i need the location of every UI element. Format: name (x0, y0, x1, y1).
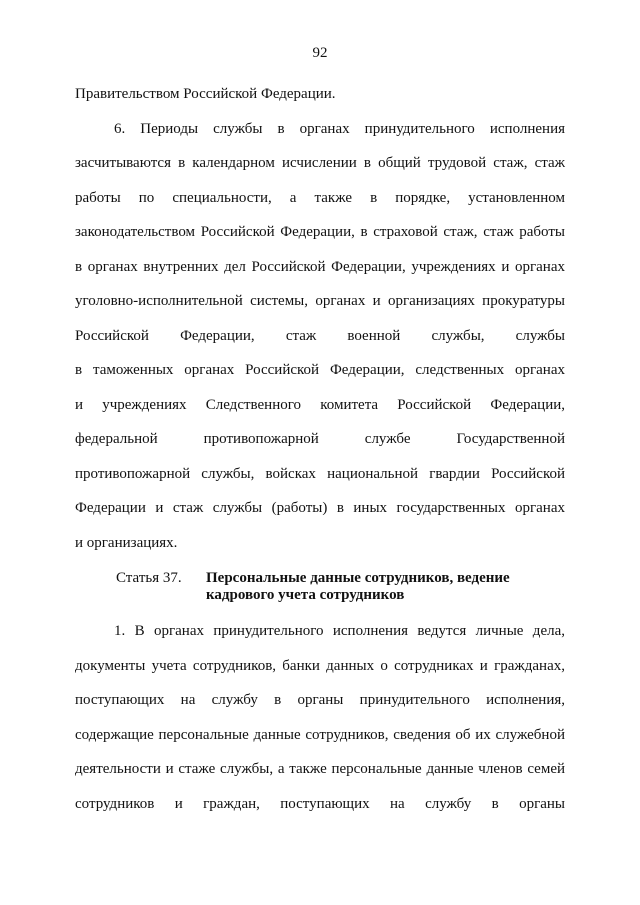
article-label: Статья 37. (116, 570, 182, 586)
text-line: поступающих на службу в органы принудительного исполнения, (75, 692, 565, 708)
text-line: и организациях. (75, 535, 178, 551)
text-line: деятельности и стаже службы, а также персональные данные членов семей (75, 761, 565, 777)
article-title: Персональные данные сотрудников, ведение кадрового учета сотрудников (206, 570, 510, 603)
text-line: Правительством Российской Федерации. (75, 86, 336, 102)
text-line: работы по специальности, а также в порядке, установленном (75, 190, 565, 206)
text-line: в органах внутренних дел Российской Федерации, учреждениях и органах (75, 259, 565, 275)
text-line: 1. В органах принудительного исполнения ведутся личные дела, (114, 623, 565, 639)
text-line: федеральной противопожарной службе Государственной (75, 431, 565, 447)
page-number: 92 (312, 45, 328, 61)
text-line: Федерации и стаж службы (работы) в иных государственных органах (75, 500, 565, 516)
text-line: противопожарной службы, войсках национальной гвардии Российской (75, 466, 565, 482)
text-line: уголовно-исполнительной системы, органах и организациях прокуратуры (75, 293, 565, 309)
text-line: Российской Федерации, стаж военной службы, службы (75, 328, 565, 344)
text-line: содержащие персональные данные сотрудников, сведения об их служебной (75, 727, 565, 743)
text-line: и учреждениях Следственного комитета Российской Федерации, (75, 397, 565, 413)
text-line: в таможенных органах Российской Федерации, следственных органах (75, 362, 565, 378)
text-line: засчитываются в календарном исчислении в общий трудовой стаж, стаж (75, 155, 565, 171)
text-line: документы учета сотрудников, банки данных о сотрудниках и гражданах, (75, 658, 565, 674)
text-line: сотрудников и граждан, поступающих на службу в органы (75, 796, 565, 812)
text-line: законодательством Российской Федерации, в страховой стаж, стаж работы (75, 224, 565, 240)
text-line: 6. Периоды службы в органах принудительного исполнения (114, 121, 565, 137)
